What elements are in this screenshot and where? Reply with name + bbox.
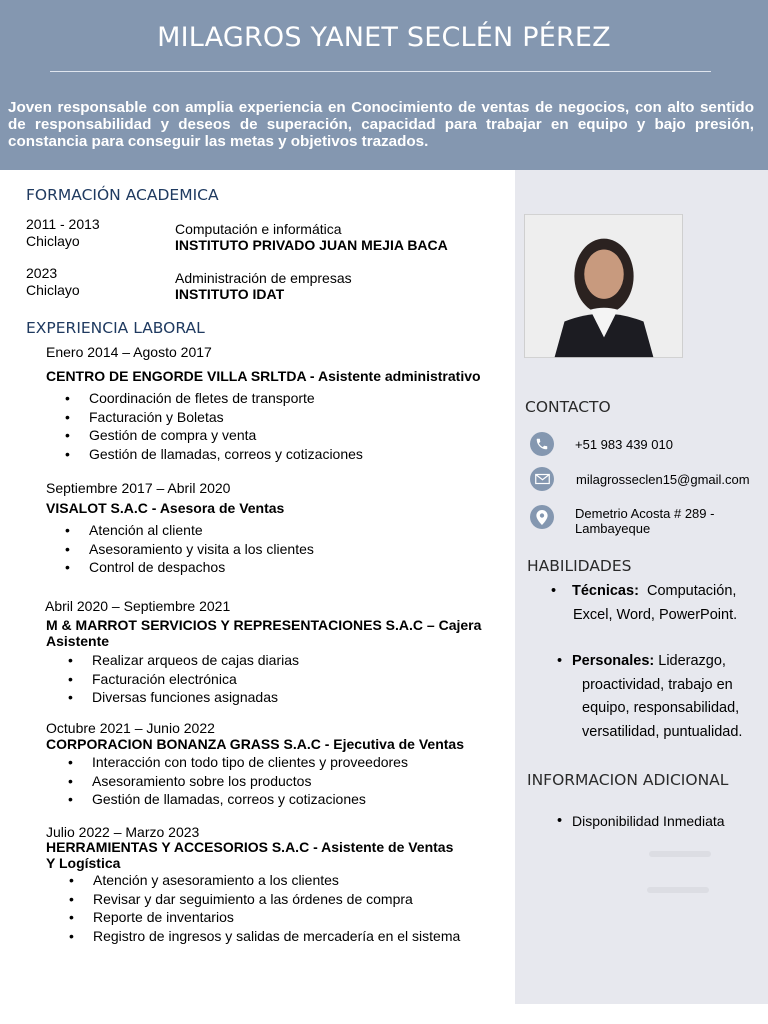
header-divider bbox=[50, 71, 711, 72]
job-company: CORPORACION BONANZA GRASS S.A.C - Ejecutiva de Ventas bbox=[46, 736, 464, 752]
education-years: 2023 bbox=[26, 265, 58, 281]
job-company-line: M & MARROT SERVICIOS Y REPRESENTACIONES S.A.C – Cajera bbox=[46, 617, 482, 633]
list-item: • Atención al cliente bbox=[89, 521, 314, 540]
job-company bbox=[46, 617, 481, 649]
skills-personal bbox=[572, 650, 742, 744]
decorative-bar bbox=[647, 887, 709, 893]
education-school: INSTITUTO IDAT bbox=[175, 286, 285, 302]
job-period: Julio 2022 – Marzo 2023 bbox=[46, 824, 200, 840]
job-company: CENTRO DE ENGORDE VILLA SRLTDA - Asistente administrativo bbox=[46, 368, 481, 384]
job-period: Enero 2014 – Agosto 2017 bbox=[46, 344, 212, 360]
education-dates-1 bbox=[26, 216, 100, 250]
skill-bullet: • bbox=[551, 583, 557, 599]
job-task-list bbox=[92, 651, 299, 707]
list-item: • Reporte de inventarios bbox=[93, 908, 460, 927]
contact-email: milagrosseclen15@gmail.com bbox=[576, 472, 750, 487]
skills-technical bbox=[572, 580, 737, 627]
list-item: • Coordinación de fletes de transporte bbox=[89, 389, 363, 408]
additional-info-item: Disponibilidad Inmediata bbox=[572, 813, 725, 829]
section-title-skills: HABILIDADES bbox=[527, 557, 632, 575]
job-company bbox=[46, 840, 453, 871]
job-company-line: HERRAMIENTAS Y ACCESORIOS S.A.C - Asistente de Ventas bbox=[46, 839, 454, 855]
education-entry-2 bbox=[175, 270, 352, 302]
job-task-list bbox=[89, 521, 314, 577]
list-item: • Facturación y Boletas bbox=[89, 408, 363, 427]
profile-photo bbox=[524, 214, 683, 358]
section-title-education: FORMACIÓN ACADEMICA bbox=[26, 186, 219, 204]
education-city: Chiclayo bbox=[26, 282, 80, 298]
list-item: • Interacción con todo tipo de clientes y proveedores bbox=[92, 753, 408, 772]
education-entry-1 bbox=[175, 221, 448, 253]
skills-personal-line: versatilidad, puntualidad. bbox=[582, 723, 743, 740]
job-period: Septiembre 2017 – Abril 2020 bbox=[46, 480, 231, 496]
skills-technical-label: Técnicas: bbox=[572, 583, 639, 599]
decorative-bar bbox=[649, 851, 711, 857]
info-bullet: • bbox=[557, 813, 563, 829]
skills-personal-line: Liderazgo, bbox=[658, 653, 726, 669]
email-icon bbox=[530, 467, 554, 491]
list-item: • Gestión de llamadas, correos y cotizaciones bbox=[92, 790, 408, 809]
skills-technical-line: Excel, Word, PowerPoint. bbox=[573, 606, 738, 623]
list-item: • Asesoramiento y visita a los clientes bbox=[89, 540, 314, 559]
section-title-additional-info: INFORMACION ADICIONAL bbox=[527, 771, 729, 789]
list-item: • Gestión de llamadas, correos y cotizaciones bbox=[89, 445, 363, 464]
location-pin-icon bbox=[530, 505, 554, 529]
education-program: Administración de empresas bbox=[175, 270, 352, 286]
section-title-experience: EXPERIENCIA LABORAL bbox=[26, 319, 205, 337]
job-period: Abril 2020 – Septiembre 2021 bbox=[45, 598, 231, 614]
skills-personal-label: Personales: bbox=[572, 653, 655, 669]
job-period: Octubre 2021 – Junio 2022 bbox=[46, 720, 215, 736]
job-task-list bbox=[89, 389, 363, 463]
contact-address bbox=[575, 506, 714, 536]
list-item: • Gestión de compra y venta bbox=[89, 426, 363, 445]
section-title-contact: CONTACTO bbox=[525, 398, 611, 416]
skills-personal-line: equipo, responsabilidad, bbox=[582, 700, 740, 716]
list-item: • Asesoramiento sobre los productos bbox=[92, 772, 408, 791]
list-item: • Revisar y dar seguimiento a las órdenes de compra bbox=[93, 890, 460, 909]
job-company-line: Asistente bbox=[46, 633, 110, 649]
job-company-line: Y Logística bbox=[46, 854, 121, 871]
job-company: VISALOT S.A.C - Asesora de Ventas bbox=[46, 500, 285, 516]
list-item: • Diversas funciones asignadas bbox=[92, 688, 299, 707]
education-dates-2 bbox=[26, 265, 80, 299]
skills-personal-line: proactividad, trabajo en bbox=[582, 676, 733, 693]
education-years: 2011 - 2013 bbox=[26, 216, 100, 232]
skills-technical-line: Computación, bbox=[646, 583, 737, 599]
list-item: • Registro de ingresos y salidas de mercadería en el sistema bbox=[93, 927, 460, 946]
contact-phone: +51 983 439 010 bbox=[575, 437, 673, 452]
education-school: INSTITUTO PRIVADO JUAN MEJIA BACA bbox=[175, 237, 448, 253]
list-item: • Realizar arqueos de cajas diarias bbox=[92, 651, 299, 670]
list-item: • Facturación electrónica bbox=[92, 670, 299, 689]
education-program: Computación e informática bbox=[175, 221, 342, 237]
contact-address-line: Demetrio Acosta # 289 - bbox=[575, 506, 715, 521]
candidate-name: MILAGROS YANET SECLÉN PÉREZ bbox=[157, 22, 611, 53]
portrait-placeholder-icon bbox=[525, 214, 682, 358]
phone-icon bbox=[530, 432, 554, 456]
contact-address-line: Lambayeque bbox=[575, 521, 651, 536]
job-task-list bbox=[93, 871, 460, 945]
education-city: Chiclayo bbox=[26, 233, 80, 249]
job-task-list bbox=[92, 753, 408, 809]
skill-bullet: • bbox=[557, 653, 563, 669]
list-item: • Control de despachos bbox=[89, 558, 314, 577]
list-item: • Atención y asesoramiento a los clientes bbox=[93, 871, 460, 890]
profile-summary: Joven responsable con amplia experiencia en Conocimiento de ventas de negocios, con alto sentido de responsabilidad y deseos de superación, capacidad para trabajar en equipo y bajo presión, constancia para conseguir las metas y objetivos trazados. bbox=[8, 99, 754, 150]
